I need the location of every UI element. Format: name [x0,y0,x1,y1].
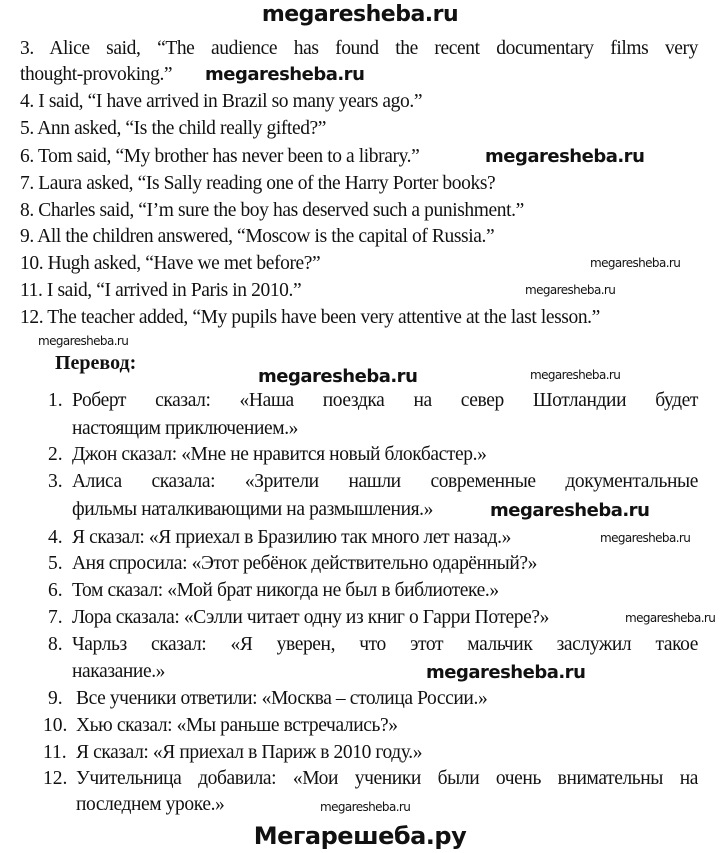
watermark: megaresheba.ru [490,500,650,521]
translation-line: Я сказал: «Я приехал в Париж в 2010 году.» [76,742,423,763]
translation-line: Хью сказал: «Мы раньше встречались?» [76,715,398,736]
watermark: megaresheba.ru [625,611,716,625]
watermark: megaresheba.ru [426,662,586,683]
translation-line: Роберт сказал: «Наша поездка на север Шотландии будет [72,390,698,411]
item-number: 6. [48,580,63,601]
translation-line: Все ученики ответили: «Москва – столица России.» [76,688,488,709]
english-line: 9. All the children answered, “Moscow is the capital of Russia.” [20,226,495,247]
watermark: megaresheba.ru [320,800,411,814]
item-number: 5. [48,553,63,574]
item-number: 12. [43,768,68,789]
english-line: 3. Alice said, “The audience has found the recent documentary films very [20,38,698,59]
watermark: megaresheba.ru [38,334,129,348]
english-line: 10. Hugh asked, “Have we met before?” [20,253,321,274]
translation-line: Чарльз сказал: «Я уверен, что этот мальчик заслужил такое [72,634,698,655]
site-header: megaresheba.ru [261,2,459,27]
english-line: 6. Tom said, “My brother has never been to a library.” [20,146,420,167]
watermark: megaresheba.ru [258,366,418,387]
item-number: 10. [43,715,68,736]
item-number: 8. [48,634,63,655]
site-footer: Мегарешеба.ру [253,822,467,850]
translation-line: Джон сказал: «Мне не нравится новый блокбастер.» [72,444,487,465]
watermark: megaresheba.ru [525,283,616,297]
watermark: megaresheba.ru [600,531,691,545]
english-line: 8. Charles said, “I’m sure the boy has deserved such a punishment.” [20,200,524,221]
item-number: 9. [48,688,63,709]
watermark: megaresheba.ru [485,146,645,167]
translation-line: последнем уроке.» [76,794,225,815]
item-number: 7. [48,607,63,628]
translation-line: наказание.» [72,661,166,682]
translation-line: настоящим приключением.» [72,418,299,439]
translation-title: Перевод: [55,352,137,374]
translation-line: Том сказал: «Мой брат никогда не был в библиотеке.» [72,580,499,601]
english-line: 11. I said, “I arrived in Paris in 2010.” [20,280,302,301]
translation-line: Аня спросила: «Этот ребёнок действительно одарённый?» [72,553,537,574]
translation-line: Лора сказала: «Сэлли читает одну из книг о Гарри Потере?» [72,607,550,628]
english-line: thought-provoking.” [20,64,173,85]
translation-line: Учительница добавила: «Мои ученики были очень внимательны на [76,768,698,789]
translation-line: фильмы наталкивающими на размышления.» [72,499,434,520]
english-line: 5. Ann asked, “Is the child really gifted?” [20,118,327,139]
item-number: 1. [48,390,63,411]
watermark: megaresheba.ru [590,256,681,270]
translation-line: Алиса сказала: «Зрители нашли современные документальные [72,471,698,492]
english-line: 12. The teacher added, “My pupils have been very attentive at the last lesson.” [20,307,600,328]
watermark: megaresheba.ru [205,64,365,85]
item-number: 3. [48,471,63,492]
english-line: 4. I said, “I have arrived in Brazil so many years ago.” [20,91,423,112]
item-number: 11. [43,742,67,763]
watermark: megaresheba.ru [530,368,621,382]
translation-line: Я сказал: «Я приехал в Бразилию так много лет назад.» [72,527,511,548]
item-number: 2. [48,444,63,465]
english-line: 7. Laura asked, “Is Sally reading one of the Harry Porter books? [20,173,496,194]
item-number: 4. [48,527,63,548]
